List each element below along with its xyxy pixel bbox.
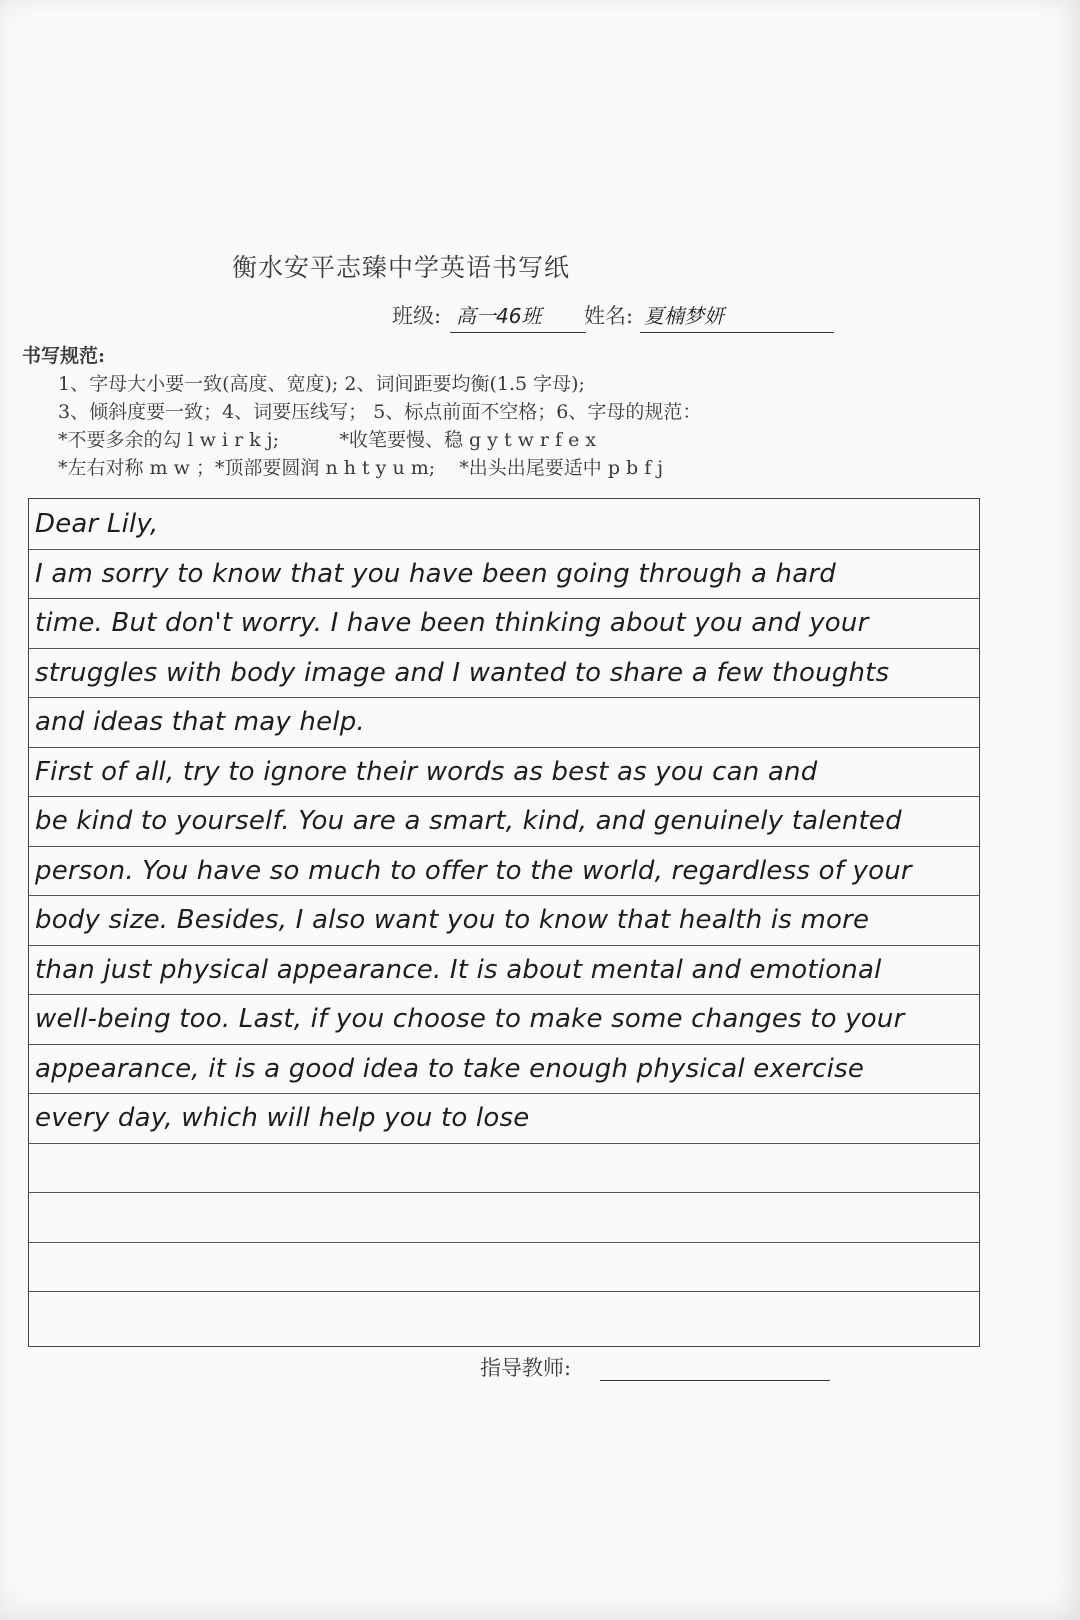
class-value: 高一46班	[450, 300, 586, 333]
ruled-line	[29, 549, 979, 550]
handwritten-line: well-being too. Last, if you choose to make some changes to your	[35, 1004, 905, 1034]
handwritten-line: body size. Besides, I also want you to know that health is more	[35, 905, 870, 935]
ruled-line	[29, 994, 979, 995]
ruled-line	[29, 648, 979, 649]
rule-line-2: 3、倾斜度要一致；4、词要压线写； 5、标点前面不空格；6、字母的规范：	[58, 401, 702, 423]
class-label: 班级:	[392, 304, 442, 328]
ruled-line	[29, 747, 979, 748]
teacher-signature-line	[600, 1380, 830, 1381]
rules-heading: 书写规范:	[22, 345, 106, 367]
ruled-line	[29, 796, 979, 797]
ruled-line	[29, 1291, 979, 1292]
ruled-line	[29, 1143, 979, 1144]
rule-line-3: *不要多余的勾 l w i r k j; *收笔要慢、稳 g y t w r f e x	[58, 429, 597, 451]
handwritten-line: I am sorry to know that you have been going through a hard	[35, 558, 836, 589]
handwritten-line: struggles with body image and I wanted to share a few thoughts	[35, 657, 890, 688]
handwritten-line: than just physical appearance. It is about mental and emotional	[35, 954, 882, 985]
handwritten-line: time. But don't worry. I have been thinking about you and your	[35, 608, 869, 638]
ruled-line	[29, 1093, 979, 1094]
ruled-line	[29, 1192, 979, 1193]
handwritten-line: every day, which will help you to lose	[35, 1103, 530, 1133]
writing-rules	[22, 342, 701, 482]
rule-line-1: 1、字母大小要一致(高度、宽度); 2、词间距要均衡(1.5 字母);	[58, 373, 585, 395]
ruled-line	[29, 1242, 979, 1243]
handwritten-line: and ideas that may help.	[35, 707, 365, 737]
ruled-line	[29, 697, 979, 698]
name-value: 夏楠梦妍	[640, 300, 834, 333]
paper-title: 衡水安平志臻中学英语书写纸	[232, 253, 571, 282]
ruled-line	[29, 895, 979, 896]
handwritten-line: be kind to yourself. You are a smart, kind, and genuinely talented	[35, 806, 902, 836]
ruled-line	[29, 846, 979, 847]
ruled-line	[29, 945, 979, 946]
ruled-line	[29, 598, 979, 599]
teacher-label: 指导教师:	[480, 1356, 572, 1380]
handwritten-line: appearance, it is a good idea to take enough physical exercise	[35, 1053, 865, 1084]
writing-grid	[28, 498, 980, 1347]
ruled-line	[29, 1044, 979, 1045]
handwritten-line: person. You have so much to offer to the world, regardless of your	[35, 855, 912, 886]
handwritten-line: Dear Lily,	[35, 509, 159, 539]
name-label: 姓名:	[584, 304, 634, 328]
rule-line-4: *左右对称 m w ；*顶部要圆润 n h t y u m; *出头出尾要适中 p b f j	[58, 457, 664, 479]
handwritten-line: First of all, try to ignore their words as best as you can and	[35, 756, 818, 787]
